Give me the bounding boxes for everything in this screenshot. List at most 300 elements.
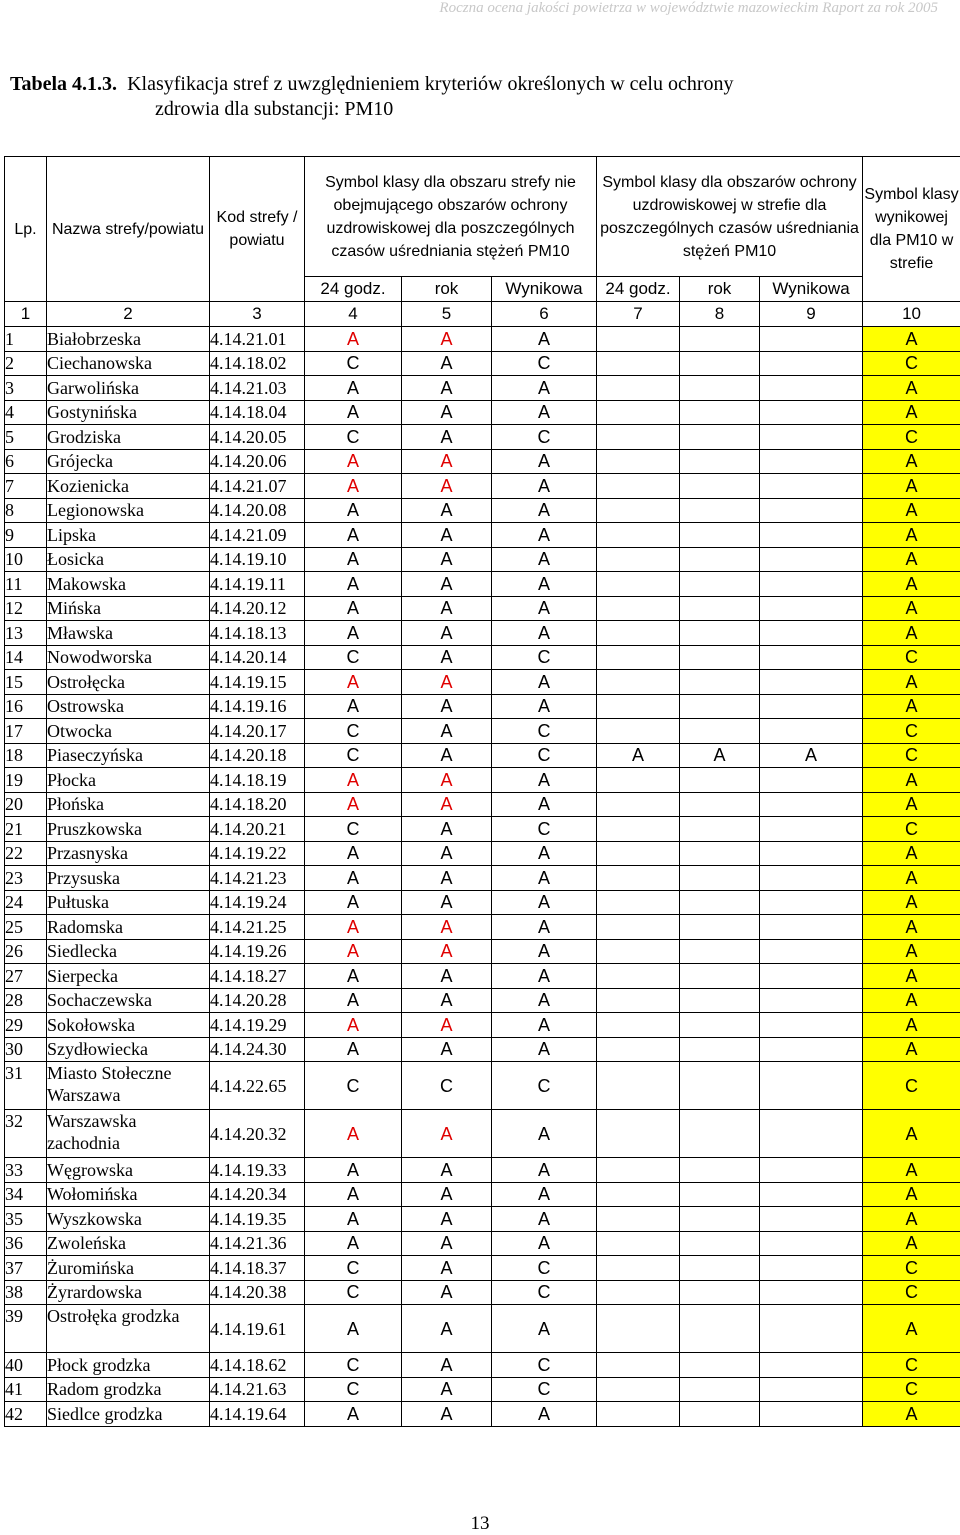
row-year: A (402, 547, 492, 572)
row-result: A (492, 915, 597, 940)
row-final-class: C (863, 1062, 960, 1110)
row-24h: A (305, 768, 402, 793)
row-final-class: A (863, 1037, 960, 1062)
row-spa-24h (597, 327, 680, 352)
row-code: 4.14.19.15 (210, 670, 305, 695)
row-spa-result (760, 572, 863, 597)
row-lp: 13 (5, 621, 47, 646)
row-final-class: A (863, 694, 960, 719)
row-24h: C (305, 817, 402, 842)
row-result: A (492, 1207, 597, 1232)
row-spa-24h (597, 1231, 680, 1256)
row-24h: C (305, 1062, 402, 1110)
row-spa-year (680, 1256, 760, 1281)
row-24h: C (305, 719, 402, 744)
row-spa-24h (597, 792, 680, 817)
row-spa-year (680, 498, 760, 523)
row-24h: A (305, 866, 402, 891)
row-code: 4.14.18.37 (210, 1256, 305, 1281)
row-spa-24h: A (597, 743, 680, 768)
table-row (5, 743, 960, 768)
table-row (5, 400, 960, 425)
row-spa-result (760, 1037, 863, 1062)
row-lp: 33 (5, 1158, 47, 1183)
row-code: 4.14.19.24 (210, 890, 305, 915)
row-spa-year (680, 792, 760, 817)
table-row (5, 915, 960, 940)
row-spa-24h (597, 915, 680, 940)
row-year: A (402, 1280, 492, 1305)
table-row (5, 449, 960, 474)
row-final-class: A (863, 327, 960, 352)
table-row (5, 523, 960, 548)
row-name: Przysuska (47, 866, 210, 891)
row-year: A (402, 1013, 492, 1038)
row-spa-result (760, 645, 863, 670)
row-code: 4.14.20.28 (210, 988, 305, 1013)
row-result: C (492, 1353, 597, 1378)
row-final-class: A (863, 1231, 960, 1256)
row-name: Płońska (47, 792, 210, 817)
subheader-result: Wynikowa (492, 277, 597, 302)
row-final-class: A (863, 1158, 960, 1183)
row-spa-year (680, 400, 760, 425)
row-24h: A (305, 400, 402, 425)
row-code: 4.14.21.09 (210, 523, 305, 548)
row-year: A (402, 915, 492, 940)
row-name: Pruszkowska (47, 817, 210, 842)
row-result: A (492, 327, 597, 352)
row-code: 4.14.18.02 (210, 351, 305, 376)
row-24h: C (305, 1256, 402, 1281)
row-spa-year (680, 596, 760, 621)
row-spa-24h (597, 1110, 680, 1158)
row-year: A (402, 474, 492, 499)
row-name: Ostrowska (47, 694, 210, 719)
row-lp: 32 (5, 1110, 47, 1158)
row-lp: 17 (5, 719, 47, 744)
row-final-class: A (863, 866, 960, 891)
row-spa-24h (597, 890, 680, 915)
row-year: A (402, 1182, 492, 1207)
row-spa-year (680, 1280, 760, 1305)
row-spa-year (680, 719, 760, 744)
row-year: A (402, 449, 492, 474)
row-spa-24h (597, 817, 680, 842)
row-spa-result (760, 449, 863, 474)
row-result: A (492, 1305, 597, 1353)
header-group-zone: Symbol klasy dla obszaru strefy nie obejmującego obszarów ochrony uzdrowiskowej dla poszczególnych czasów uśredniania stężeń PM10 (305, 157, 597, 277)
row-name: Ostrołęka grodzka (47, 1305, 210, 1353)
table-row (5, 596, 960, 621)
row-name: Mińska (47, 596, 210, 621)
table-row (5, 890, 960, 915)
row-spa-result (760, 1110, 863, 1158)
row-spa-24h (597, 670, 680, 695)
row-24h: A (305, 523, 402, 548)
column-number: 8 (680, 302, 760, 327)
row-code: 4.14.19.33 (210, 1158, 305, 1183)
row-24h: A (305, 1402, 402, 1427)
row-spa-result (760, 915, 863, 940)
row-final-class: A (863, 1207, 960, 1232)
table-number: Tabela 4.1.3. (10, 73, 118, 95)
header-lp: Lp. (5, 157, 47, 302)
row-spa-year (680, 1110, 760, 1158)
header-code: Kod strefy / powiatu (210, 157, 305, 302)
table-title-line1: Klasyfikacja stref z uwzględnieniem kryteriów określonych w celu ochrony (127, 73, 734, 95)
row-spa-result (760, 964, 863, 989)
header-name: Nazwa strefy/powiatu (47, 157, 210, 302)
row-name: Radomska (47, 915, 210, 940)
row-final-class: A (863, 596, 960, 621)
table-row (5, 425, 960, 450)
row-code: 4.14.21.07 (210, 474, 305, 499)
row-lp: 11 (5, 572, 47, 597)
row-final-class: C (863, 1377, 960, 1402)
row-spa-24h (597, 400, 680, 425)
row-name: Węgrowska (47, 1158, 210, 1183)
row-spa-year (680, 1037, 760, 1062)
row-code: 4.14.18.20 (210, 792, 305, 817)
row-final-class: A (863, 547, 960, 572)
row-code: 4.14.18.27 (210, 964, 305, 989)
table-row (5, 572, 960, 597)
row-24h: C (305, 1280, 402, 1305)
row-code: 4.14.19.35 (210, 1207, 305, 1232)
row-spa-24h (597, 645, 680, 670)
row-final-class: A (863, 1402, 960, 1427)
row-year: A (402, 400, 492, 425)
row-code: 4.14.21.36 (210, 1231, 305, 1256)
table-row (5, 817, 960, 842)
row-spa-24h (597, 866, 680, 891)
row-spa-result (760, 523, 863, 548)
row-spa-result (760, 1158, 863, 1183)
row-year: A (402, 425, 492, 450)
row-year: A (402, 988, 492, 1013)
row-final-class: C (863, 645, 960, 670)
row-name: Płock grodzka (47, 1353, 210, 1378)
row-spa-24h (597, 1207, 680, 1232)
row-spa-result (760, 327, 863, 352)
table-row (5, 670, 960, 695)
row-result: A (492, 1158, 597, 1183)
row-lp: 23 (5, 866, 47, 891)
row-code: 4.14.20.06 (210, 449, 305, 474)
row-result: A (492, 866, 597, 891)
row-lp: 36 (5, 1231, 47, 1256)
table-row (5, 621, 960, 646)
row-name: Łosicka (47, 547, 210, 572)
row-spa-result (760, 866, 863, 891)
row-result: A (492, 449, 597, 474)
row-final-class: A (863, 621, 960, 646)
row-spa-year (680, 327, 760, 352)
row-year: A (402, 1256, 492, 1281)
row-lp: 4 (5, 400, 47, 425)
row-24h: A (305, 449, 402, 474)
row-spa-year (680, 1402, 760, 1427)
row-code: 4.14.20.14 (210, 645, 305, 670)
row-year: C (402, 1062, 492, 1110)
row-spa-year (680, 670, 760, 695)
row-spa-year (680, 351, 760, 376)
row-spa-year (680, 768, 760, 793)
row-spa-year (680, 1207, 760, 1232)
row-lp: 12 (5, 596, 47, 621)
row-code: 4.14.20.17 (210, 719, 305, 744)
row-spa-24h (597, 939, 680, 964)
row-spa-result (760, 1062, 863, 1110)
row-spa-result (760, 719, 863, 744)
row-result: A (492, 400, 597, 425)
row-spa-result (760, 498, 863, 523)
row-name: Białobrzeska (47, 327, 210, 352)
row-spa-24h (597, 1037, 680, 1062)
table-caption (10, 72, 940, 122)
row-24h: A (305, 1013, 402, 1038)
row-name: Legionowska (47, 498, 210, 523)
row-name: Płocka (47, 768, 210, 793)
row-lp: 37 (5, 1256, 47, 1281)
row-year: A (402, 596, 492, 621)
row-name: Grodziska (47, 425, 210, 450)
row-spa-result (760, 1353, 863, 1378)
table-row (5, 1231, 960, 1256)
row-24h: A (305, 1305, 402, 1353)
row-lp: 21 (5, 817, 47, 842)
row-24h: A (305, 327, 402, 352)
row-name: Grójecka (47, 449, 210, 474)
row-year: A (402, 645, 492, 670)
row-code: 4.14.19.10 (210, 547, 305, 572)
row-24h: C (305, 743, 402, 768)
row-year: A (402, 572, 492, 597)
row-code: 4.14.18.04 (210, 400, 305, 425)
row-result: C (492, 743, 597, 768)
row-spa-result (760, 1280, 863, 1305)
subheader-spa-24h: 24 godz. (597, 277, 680, 302)
table-row (5, 1353, 960, 1378)
header-result: Symbol klasy wynikowej dla PM10 w strefie (863, 157, 960, 302)
row-spa-result (760, 474, 863, 499)
column-number: 6 (492, 302, 597, 327)
table-row (5, 1158, 960, 1183)
row-lp: 9 (5, 523, 47, 548)
row-spa-year (680, 1305, 760, 1353)
row-year: A (402, 841, 492, 866)
row-spa-24h (597, 1305, 680, 1353)
row-name: Pułtuska (47, 890, 210, 915)
table-row (5, 866, 960, 891)
row-code: 4.14.20.21 (210, 817, 305, 842)
row-result: A (492, 498, 597, 523)
row-final-class: A (863, 523, 960, 548)
row-name: Zwoleńska (47, 1231, 210, 1256)
row-final-class: A (863, 474, 960, 499)
row-code: 4.14.21.01 (210, 327, 305, 352)
row-year: A (402, 1402, 492, 1427)
table-title-line2: zdrowia dla substancji: PM10 (155, 98, 394, 120)
row-24h: A (305, 1110, 402, 1158)
row-year: A (402, 1158, 492, 1183)
row-lp: 29 (5, 1013, 47, 1038)
row-code: 4.14.18.62 (210, 1353, 305, 1378)
row-spa-year (680, 939, 760, 964)
column-number: 5 (402, 302, 492, 327)
row-24h: C (305, 351, 402, 376)
row-spa-result: A (760, 743, 863, 768)
row-24h: A (305, 792, 402, 817)
row-lp: 41 (5, 1377, 47, 1402)
row-year: A (402, 719, 492, 744)
row-year: A (402, 1037, 492, 1062)
row-lp: 24 (5, 890, 47, 915)
row-year: A (402, 376, 492, 401)
row-lp: 22 (5, 841, 47, 866)
row-spa-result (760, 768, 863, 793)
row-spa-year (680, 694, 760, 719)
column-number: 4 (305, 302, 402, 327)
row-spa-result (760, 621, 863, 646)
row-result: C (492, 719, 597, 744)
row-name: Sierpecka (47, 964, 210, 989)
row-spa-year (680, 915, 760, 940)
table-row (5, 547, 960, 572)
row-name: Garwolińska (47, 376, 210, 401)
row-spa-result (760, 1207, 863, 1232)
row-code: 4.14.20.18 (210, 743, 305, 768)
row-spa-result (760, 400, 863, 425)
row-spa-result (760, 1377, 863, 1402)
table-row (5, 645, 960, 670)
row-name: Szydłowiecka (47, 1037, 210, 1062)
row-spa-result (760, 351, 863, 376)
running-header: Roczna ocena jakości powietrza w województwie mazowieckim Raport za rok 2005 (439, 0, 938, 16)
row-24h: A (305, 376, 402, 401)
row-lp: 28 (5, 988, 47, 1013)
row-spa-24h (597, 719, 680, 744)
row-spa-24h (597, 1158, 680, 1183)
row-spa-24h (597, 768, 680, 793)
row-spa-year (680, 1062, 760, 1110)
row-code: 4.14.19.26 (210, 939, 305, 964)
row-result: A (492, 1231, 597, 1256)
row-spa-24h (597, 1013, 680, 1038)
row-year: A (402, 817, 492, 842)
row-name: Ostrołęcka (47, 670, 210, 695)
row-year: A (402, 866, 492, 891)
row-24h: A (305, 841, 402, 866)
row-spa-result (760, 425, 863, 450)
row-spa-year (680, 1377, 760, 1402)
subheader-spa-result: Wynikowa (760, 277, 863, 302)
row-spa-24h (597, 425, 680, 450)
row-result: C (492, 425, 597, 450)
row-spa-24h (597, 841, 680, 866)
row-name: Warszawska zachodnia (47, 1110, 210, 1158)
row-spa-year (680, 841, 760, 866)
row-final-class: C (863, 1280, 960, 1305)
row-lp: 31 (5, 1062, 47, 1110)
row-lp: 38 (5, 1280, 47, 1305)
column-number: 9 (760, 302, 863, 327)
row-spa-year (680, 890, 760, 915)
row-code: 4.14.22.65 (210, 1062, 305, 1110)
row-spa-result (760, 817, 863, 842)
row-name: Wołomińska (47, 1182, 210, 1207)
row-name: Sochaczewska (47, 988, 210, 1013)
row-name: Przasnyska (47, 841, 210, 866)
row-name: Wyszkowska (47, 1207, 210, 1232)
row-final-class: A (863, 890, 960, 915)
table-row (5, 498, 960, 523)
row-year: A (402, 1207, 492, 1232)
row-year: A (402, 694, 492, 719)
row-spa-result (760, 1402, 863, 1427)
table-row (5, 474, 960, 499)
row-spa-24h (597, 964, 680, 989)
row-year: A (402, 890, 492, 915)
row-spa-result (760, 547, 863, 572)
row-24h: A (305, 1207, 402, 1232)
row-name: Sokołowska (47, 1013, 210, 1038)
row-final-class: C (863, 817, 960, 842)
row-code: 4.14.19.11 (210, 572, 305, 597)
row-lp: 19 (5, 768, 47, 793)
row-name: Piaseczyńska (47, 743, 210, 768)
table-row (5, 376, 960, 401)
row-24h: A (305, 670, 402, 695)
row-spa-year (680, 645, 760, 670)
row-lp: 39 (5, 1305, 47, 1353)
row-lp: 35 (5, 1207, 47, 1232)
row-24h: C (305, 1377, 402, 1402)
row-final-class: A (863, 400, 960, 425)
table-row (5, 1182, 960, 1207)
row-result: A (492, 376, 597, 401)
row-spa-24h (597, 1377, 680, 1402)
row-year: A (402, 670, 492, 695)
row-result: A (492, 841, 597, 866)
row-year: A (402, 1377, 492, 1402)
row-24h: C (305, 645, 402, 670)
row-24h: A (305, 1158, 402, 1183)
row-24h: A (305, 890, 402, 915)
row-final-class: A (863, 792, 960, 817)
column-number: 10 (863, 302, 960, 327)
row-spa-24h (597, 376, 680, 401)
row-result: A (492, 1037, 597, 1062)
row-24h: A (305, 1231, 402, 1256)
table-row (5, 351, 960, 376)
table-row (5, 1207, 960, 1232)
row-spa-24h (597, 1353, 680, 1378)
row-spa-year (680, 572, 760, 597)
row-spa-result (760, 841, 863, 866)
row-spa-24h (597, 1402, 680, 1427)
row-code: 4.14.18.13 (210, 621, 305, 646)
classification-table (4, 156, 960, 1427)
row-lp: 8 (5, 498, 47, 523)
table-row (5, 1377, 960, 1402)
row-spa-result (760, 890, 863, 915)
row-spa-result (760, 596, 863, 621)
row-final-class: A (863, 1182, 960, 1207)
page-number: 13 (470, 1513, 490, 1534)
row-result: A (492, 1182, 597, 1207)
